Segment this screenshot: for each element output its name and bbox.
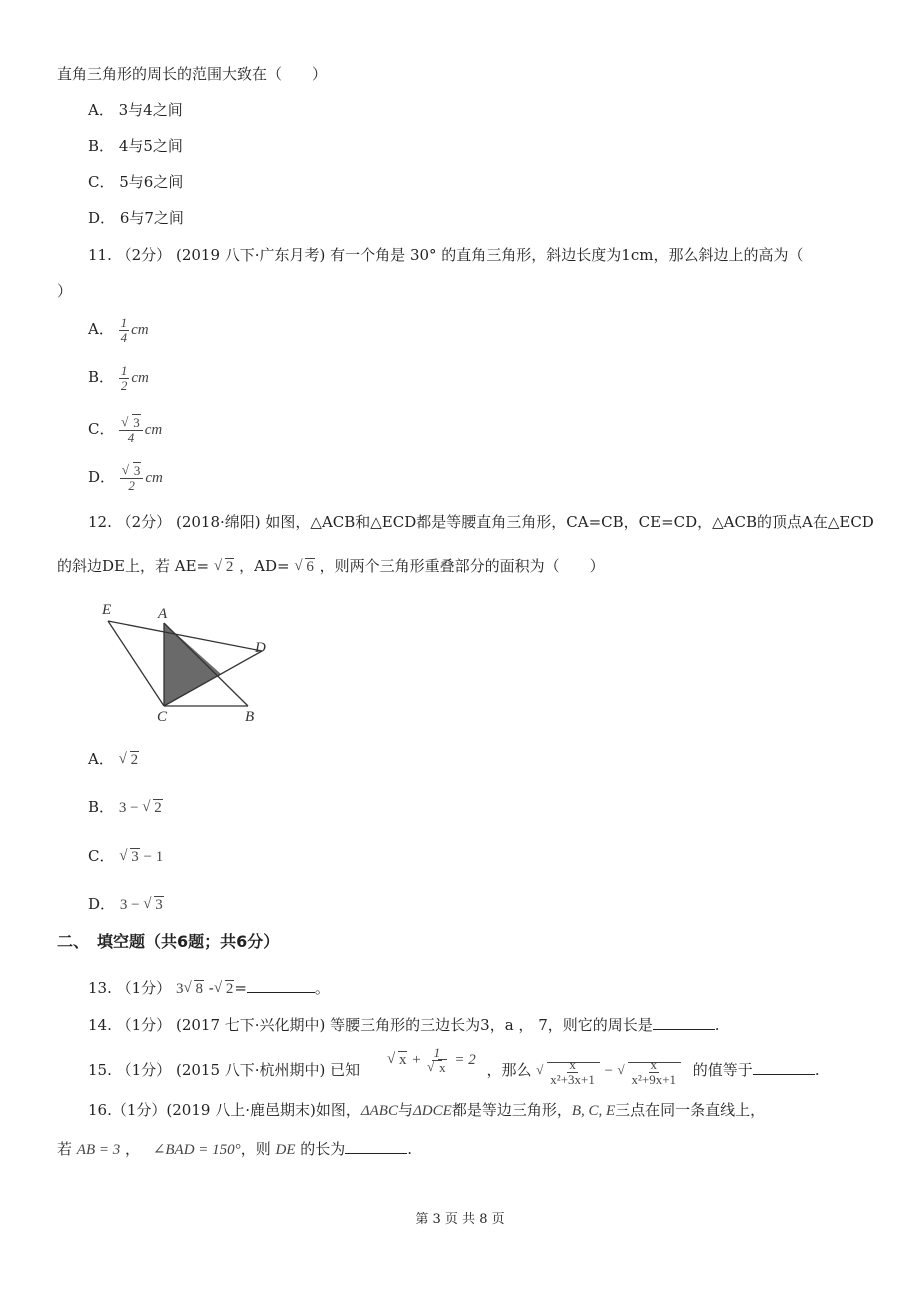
q11-option-c: C． √ $\frac{3}{4}$ cm bbox=[88, 412, 162, 447]
q15-condition: √ x + 1 √ x = 2 bbox=[387, 1038, 476, 1082]
label-d: D bbox=[255, 640, 266, 656]
overlap-shading bbox=[164, 623, 221, 706]
q11-stem: 11. （2分） (2019 八下·广东月考) 有一个角是 30° 的直角三角形，斜边长度为1cm，那么斜边上的高为（ bbox=[88, 246, 804, 264]
q15-expression: √ $\frac{x}{\text{x²+3x+1}}$ − √ $\frac{x}{\text{x²+9x+1}}$ bbox=[536, 1063, 685, 1079]
q16-line1: 16.（1分）(2019 八上·鹿邑期末)如图，ΔABC与ΔDCE都是等边三角形，B, C, E三点在同一条直线上， bbox=[88, 1101, 766, 1119]
q13-answer-blank[interactable] bbox=[247, 978, 315, 993]
option-c: C． 5与6之间 bbox=[88, 173, 184, 191]
label-c: C bbox=[157, 709, 168, 725]
q16-answer-blank[interactable] bbox=[345, 1139, 407, 1154]
q12-option-c: C． √ 3 − 1 bbox=[88, 846, 163, 867]
question-stem: 直角三角形的周长的范围大致在（ ） bbox=[57, 65, 328, 83]
q15-answer-blank[interactable] bbox=[753, 1060, 815, 1075]
q12-stem-b: 的斜边DE上，若 AE= √ 2 ，AD= √ 6 ，则两个三角形重叠部分的面积为（ ） bbox=[57, 556, 605, 577]
q11-option-d: D． √ $\frac{3}{2}$ cm bbox=[88, 460, 163, 495]
label-b: B bbox=[245, 709, 255, 725]
option-a: A． 3与4之间 bbox=[88, 101, 183, 119]
segment-ec bbox=[108, 621, 164, 706]
q11-option-b: B． $\frac{1}{2}$ cm bbox=[88, 362, 149, 393]
q14-answer-blank[interactable] bbox=[653, 1015, 715, 1030]
label-e: E bbox=[102, 602, 112, 618]
page-footer: 第 3 页 共 8 页 bbox=[415, 1212, 505, 1227]
q12-option-d: D． 3 − √ 3 bbox=[88, 894, 164, 915]
option-d: D． 6与7之间 bbox=[88, 209, 184, 227]
q16-line2: 若 AB = 3 ， ∠BAD = 150°，则 DE 的长为 . bbox=[57, 1140, 413, 1158]
q12-option-b: B． 3 − √ 2 bbox=[88, 797, 163, 818]
q12-figure bbox=[96, 598, 276, 728]
q12-option-a: A． √ 2 bbox=[88, 749, 139, 770]
q11-stem-end: ） bbox=[57, 282, 73, 300]
q13: 13. （1分） 3√ 8 -√ 2= 。 bbox=[88, 978, 330, 999]
section-title: 二、 填空题（共6题；共6分） bbox=[57, 932, 280, 951]
q12-stem: 12. （2分） (2018·绵阳) 如图，△ACB和△ECD都是等腰直角三角形，CA=CB，CE=CD，△ACB的顶点A在△ECD bbox=[88, 513, 874, 531]
q11-option-a: A． $\frac{1}{4}$ cm bbox=[88, 314, 149, 345]
label-a: A bbox=[158, 606, 168, 622]
q14: 14. （1分） (2017 七下·兴化期中) 等腰三角形的三边长为3，a ， 7，则它的周长是 . bbox=[88, 1016, 720, 1034]
option-b: B． 4与5之间 bbox=[88, 137, 183, 155]
q15: 15. （1分） (2015 八下·杭州期中) 已知 √ x + 1 √ x = 2 ，那么 √ $\frac{x}{\text{x²+3x+1}}$ − √ $\frac{x}{\text{x²+9x+1}}$ 的值等于 . bbox=[88, 1048, 820, 1093]
